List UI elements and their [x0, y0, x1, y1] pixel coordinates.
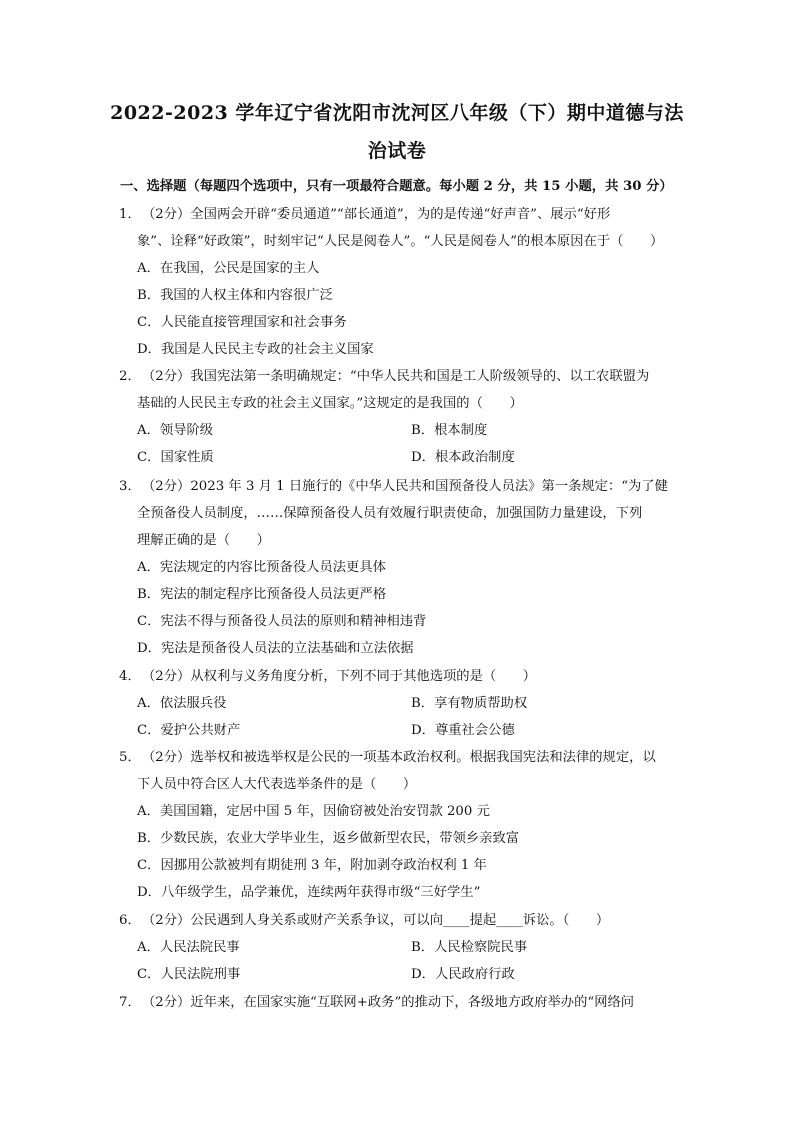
option-d: D．八年级学生，品学兼优，连续两年获得市级“三好学生” — [137, 885, 481, 900]
option-a: A．依法服兵役 — [137, 696, 227, 711]
question-number: 2． — [119, 369, 141, 384]
option-b: B．少数民族，农业大学毕业生，返乡做新型农民，带领乡亲致富 — [137, 831, 520, 846]
option-d: D．宪法是预备役人员法的立法基础和立法依据 — [137, 641, 414, 656]
option-b: B．我国的人权主体和内容很广泛 — [137, 288, 333, 303]
option-d: D．根本政治制度 — [411, 450, 515, 465]
question-stem-line: （2分）公民遇到人身关系或财产关系争议，可以向____提起____诉讼。（ ） — [142, 913, 610, 928]
question-number: 6． — [119, 913, 141, 928]
option-c: C．因挪用公款被判有期徒刑 3 年，附加剥夺政治权利 1 年 — [137, 858, 487, 873]
question-number: 7． — [119, 995, 141, 1010]
question-number: 5． — [119, 750, 141, 765]
question-stem-line: （2分）从权利与义务角度分析，下列不同于其他选项的是（ ） — [142, 669, 537, 684]
option-b: B．宪法的制定程序比预备役人员法更严格 — [137, 587, 387, 602]
option-a: A．在我国，公民是国家的主人 — [137, 261, 320, 276]
question-number: 3． — [119, 479, 141, 494]
option-c: C．人民能直接管理国家和社会事务 — [137, 315, 347, 330]
option-c: C．爱护公共财产 — [137, 723, 241, 738]
question-stem-line: 象”、诠释“好政策”，时刻牢记“人民是阅卷人”。“人民是阅卷人”的根本原因在于（ ） — [137, 234, 664, 249]
option-c: C．国家性质 — [137, 450, 214, 465]
option-d: D．人民政府行政 — [411, 967, 515, 982]
question-stem-line: （2分）选举权和被选举权是公民的一项基本政治权利。根据我国宪法和法律的规定，以 — [142, 750, 656, 765]
option-a: A．人民法院民事 — [137, 940, 240, 955]
question-stem-line: 理解正确的是（ ） — [137, 533, 270, 548]
question-stem-line: （2分）我国宪法第一条明确规定：“中华人民共和国是工人阶级领导的、以工农联盟为 — [142, 369, 650, 384]
exam-title-line1: 2022-2023 学年辽宁省沈阳市沈河区八年级（下）期中道德与法 — [110, 102, 684, 124]
option-c: C．人民法院刑事 — [137, 967, 241, 982]
question-number: 4． — [119, 669, 141, 684]
question-stem-line: 全预备役人员制度，……保障预备役人员有效履行职责使命，加强国防力量建设，下列 — [137, 506, 643, 521]
question-stem-line: 下人员中符合区人大代表选举条件的是（ ） — [137, 777, 417, 792]
option-d: D．我国是人民民主专政的社会主义国家 — [137, 342, 374, 357]
section-heading: 一、选择题（每题四个选项中，只有一项最符合题意。每小题 2 分，共 15 小题，共 30 分） — [120, 179, 673, 194]
exam-title-line2: 治试卷 — [367, 140, 427, 162]
option-d: D．尊重社会公德 — [411, 723, 515, 738]
question-stem-line: 基础的人民民主专政的社会主义国家。”这规定的是我国的（ ） — [137, 396, 523, 411]
question-stem-line: （2分）2023 年 3 月 1 日施行的《中华人民共和国预备役人员法》第一条规定：“为了健 — [142, 479, 668, 494]
option-b: B．根本制度 — [411, 423, 488, 438]
question-stem-line: （2分）全国两会开辟“委员通道”“部长通道”，为的是传递“好声音”、展示“好形 — [142, 207, 611, 222]
question-number: 1． — [119, 207, 141, 222]
question-stem-line: （2分）近年来，在国家实施“互联网+政务”的推动下，各级地方政府举办的“网络问 — [142, 995, 635, 1010]
option-b: B．人民检察院民事 — [411, 940, 528, 955]
option-a: A．美国国籍，定居中国 5 年，因偷窃被处治安罚款 200 元 — [137, 804, 490, 819]
option-c: C．宪法不得与预备役人员法的原则和精神相违背 — [137, 614, 427, 629]
option-b: B．享有物质帮助权 — [411, 696, 528, 711]
option-a: A．领导阶级 — [137, 423, 214, 438]
option-a: A．宪法规定的内容比预备役人员法更具体 — [137, 560, 386, 575]
